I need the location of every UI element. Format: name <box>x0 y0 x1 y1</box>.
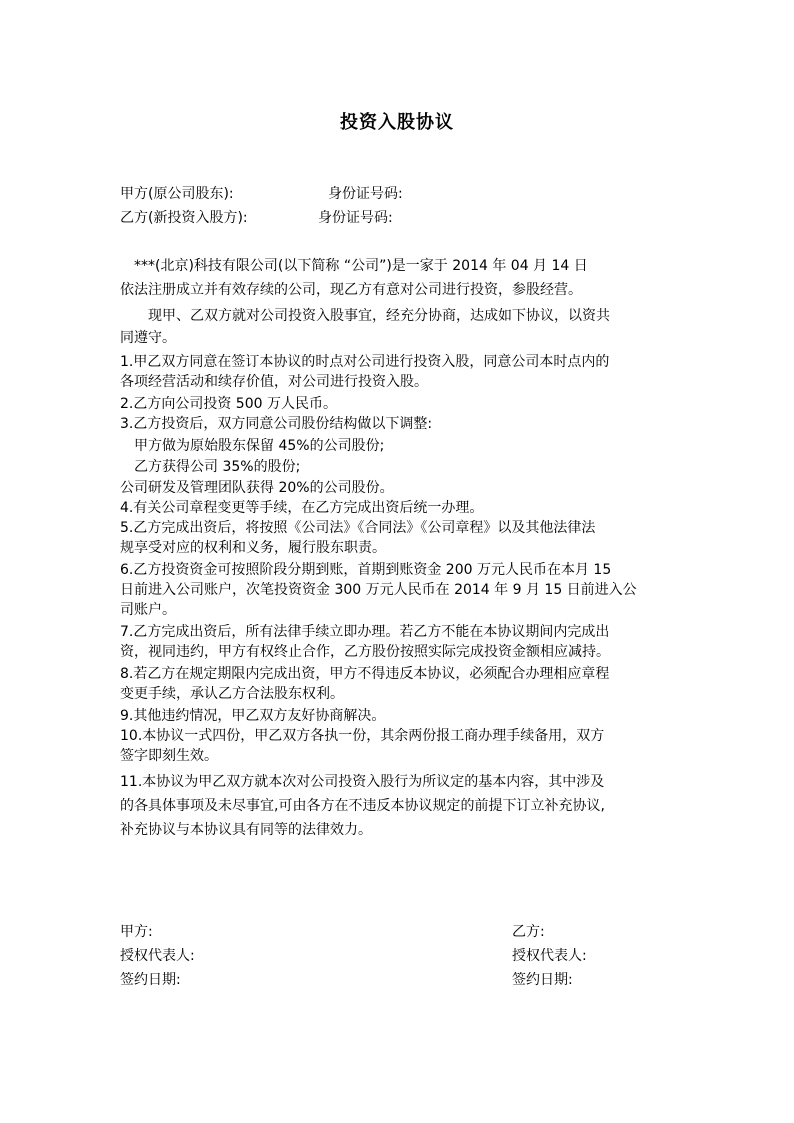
sign-party-b-date: 签约日期: <box>512 972 573 988</box>
body-line: 变更手续，承认乙方合法股东权利。 <box>120 686 344 702</box>
body-line: 11.本协议为甲乙双方就本次对公司投资入股行为所议定的基本内容，其中涉及 <box>120 774 605 790</box>
body-line: 1.甲乙双方同意在签订本协议的时点对公司进行投资入股，同意公司本时点内的 <box>120 354 610 370</box>
sign-party-b-rep: 授权代表人: <box>512 948 587 964</box>
body-line: ***(北京)科技有限公司(以下简称 “公司”)是一家于 2014 年 04 月 14 日 <box>134 258 588 274</box>
body-line: 6.乙方投资资金可按照阶段分期到账，首期到账资金 200 万元人民币在本月 15 <box>120 562 612 578</box>
body-line: 的各具体事项及未尽事宜,可由各方在不违反本协议规定的前提下订立补充协议, <box>120 798 605 814</box>
body-line: 8.若乙方在规定期限内完成出资，甲方不得违反本协议，必须配合办理相应章程 <box>120 666 610 682</box>
party-a-id-label: 身份证号码: <box>328 186 403 202</box>
body-line: 甲方做为原始股东保留 45%的公司股份; <box>134 438 385 454</box>
body-line: 补充协议与本协议具有同等的法律效力。 <box>120 822 372 838</box>
body-line: 依法注册成立并有效存续的公司，现乙方有意对公司进行投资，参股经营。 <box>120 282 582 298</box>
body-line: 4.有关公司章程变更等手续，在乙方完成出资后统一办理。 <box>120 500 484 516</box>
body-line: 司账户。 <box>120 602 176 618</box>
party-b-id-label: 身份证号码: <box>318 210 393 226</box>
body-line: 乙方获得公司 35%的股份; <box>134 459 301 475</box>
party-a-label: 甲方(原公司股东): <box>120 186 234 202</box>
body-line: 同遵守。 <box>120 330 176 346</box>
body-line: 9.其他违约情况，甲乙双方友好协商解决。 <box>120 708 386 724</box>
body-line: 日前进入公司账户，次笔投资资金 300 万元人民币在 2014 年 9 月 15 日前进入公 <box>120 582 637 598</box>
body-line: 10.本协议一式四份，甲乙双方各执一份，其余两份报工商办理手续备用，双方 <box>120 728 605 744</box>
body-line: 各项经营活动和续存价值，对公司进行投资入股。 <box>120 374 428 390</box>
body-line: 7.乙方完成出资后，所有法律手续立即办理。若乙方不能在本协议期间内完成出 <box>120 624 610 640</box>
sign-party-a-rep: 授权代表人: <box>120 948 195 964</box>
body-line: 规享受对应的权利和义务，履行股东职责。 <box>120 540 386 556</box>
body-line: 2.乙方向公司投资 500 万人民币。 <box>120 396 337 412</box>
body-line: 现甲、乙双方就对公司投资入股事宜，经充分协商，达成如下协议，以资共 <box>148 308 610 324</box>
body-line: 5.乙方完成出资后，将按照《公司法》《合同法》《公司章程》以及其他法律法 <box>120 520 596 536</box>
sign-party-b-label: 乙方: <box>512 924 545 940</box>
body-line: 公司研发及管理团队获得 20%的公司股份。 <box>120 480 394 496</box>
document-title: 投资入股协议 <box>340 112 454 133</box>
sign-party-a-label: 甲方: <box>120 924 153 940</box>
body-line: 签字即刻生效。 <box>120 748 218 764</box>
sign-party-a-date: 签约日期: <box>120 972 181 988</box>
body-line: 3.乙方投资后，双方同意公司股份结构做以下调整: <box>120 416 433 432</box>
party-b-label: 乙方(新投资入股方): <box>120 210 248 226</box>
body-line: 资，视同违约，甲方有权终止合作，乙方股份按照实际完成投资金额相应减持。 <box>120 644 610 660</box>
